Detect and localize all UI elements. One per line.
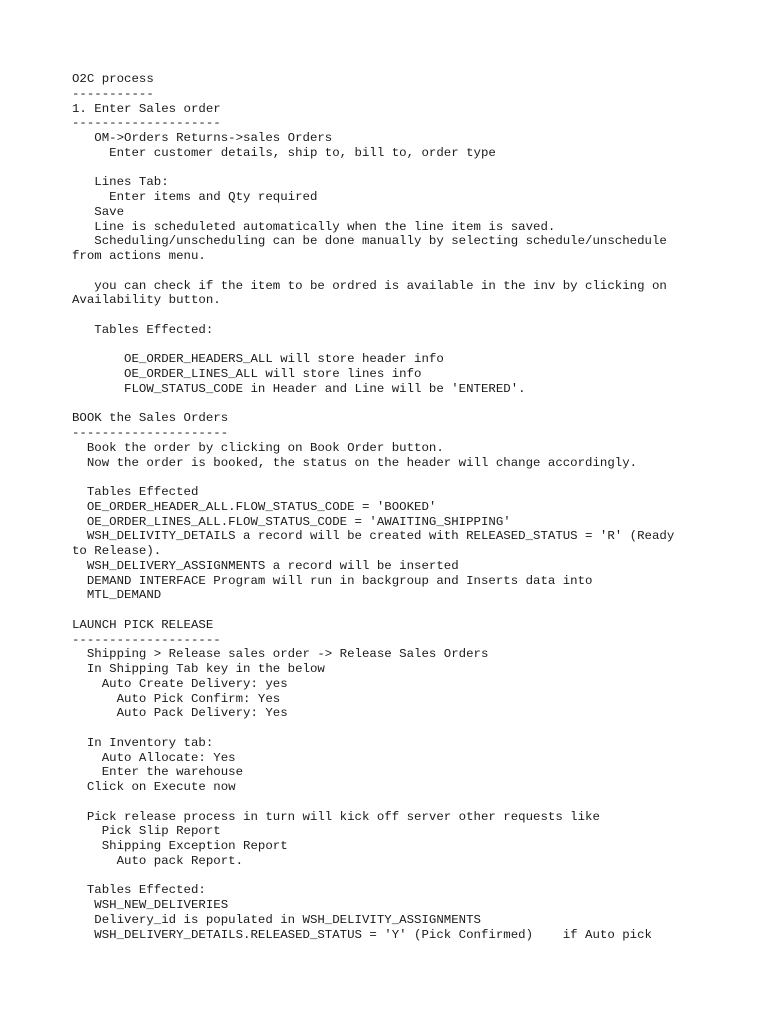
document-line: Shipping Exception Report [72, 839, 288, 853]
document-line: -------------------- [72, 116, 221, 131]
document-line: O2C process [72, 72, 154, 86]
document-line [72, 470, 674, 485]
document-line: Tables Effected [72, 485, 199, 499]
document-line: Tables Effected: [72, 883, 206, 898]
document-line: OE_ORDER_HEADER_ALL.FLOW_STATUS_CODE = 'BOOKED' [72, 499, 437, 514]
document-line: OM->Orders Returns->sales Orders [72, 131, 333, 145]
document-line: BOOK the Sales Orders [72, 411, 229, 426]
document-line: WSH_DELIVERY_DETAILS.RELEASED_STATUS = 'Y' (Pick Confirmed) if Auto pick [72, 927, 652, 942]
document-line: Auto Allocate: Yes [72, 750, 236, 765]
document-line: Lines Tab: [72, 175, 169, 190]
document-line [72, 397, 674, 412]
document-line: Now the order is booked, the status on the header will change accordingly. [72, 455, 638, 470]
document-line: Shipping > Release sales order -> Release Sales Orders [72, 647, 489, 662]
document-line: from actions menu. [72, 249, 206, 263]
document-line: WSH_DELIVERY_ASSIGNMENTS a record will be inserted [72, 558, 459, 573]
document-line [72, 264, 674, 279]
document-line [72, 338, 674, 353]
document-line: OE_ORDER_HEADERS_ALL will store header info [72, 352, 444, 367]
document-line: Auto pack Report. [72, 853, 244, 868]
document-line: Book the order by clicking on Book Order button. [72, 440, 444, 455]
document-line: Save [72, 204, 125, 219]
document-line: FLOW_STATUS_CODE in Header and Line will be 'ENTERED'. [72, 381, 526, 396]
document-line: MTL_DEMAND [72, 588, 162, 603]
document-line: Auto Pack Delivery: Yes [72, 706, 288, 721]
document-line: Scheduling/unscheduling can be done manually by selecting schedule/unschedule [72, 234, 667, 249]
document-body [72, 72, 674, 942]
document-line: ----------- [72, 86, 154, 101]
document-line: Availability button. [72, 293, 221, 308]
document-line: In Shipping Tab key in the below [72, 662, 325, 676]
document-line: Enter customer details, ship to, bill to, order type [72, 145, 496, 160]
document-line: OE_ORDER_LINES_ALL.FLOW_STATUS_CODE = 'AWAITING_SHIPPING' [72, 514, 511, 529]
document-line [72, 308, 674, 323]
document-line: Delivery_id is populated in WSH_DELIVITY_ASSIGNMENTS [72, 912, 481, 927]
document-line: Auto Create Delivery: yes [72, 676, 288, 691]
document-line: WSH_NEW_DELIVERIES [72, 898, 229, 912]
document-line: Tables Effected: [72, 322, 214, 337]
document-line: OE_ORDER_LINES_ALL will store lines info [72, 367, 422, 381]
document-line [72, 869, 674, 884]
document-line: Auto Pick Confirm: Yes [72, 691, 281, 706]
document-line: -------------------- [72, 632, 221, 647]
document-line: 1. Enter Sales order [72, 101, 221, 116]
document-line [72, 161, 674, 176]
document-line: DEMAND INTERFACE Program will run in backgroup and Inserts data into [72, 573, 593, 588]
document-line: WSH_DELIVITY_DETAILS a record will be created with RELEASED_STATUS = 'R' (Ready [72, 529, 675, 544]
document-line: you can check if the item to be ordred is available in the inv by clicking on [72, 278, 667, 293]
document-line: Pick release process in turn will kick off server other requests like [72, 809, 600, 824]
document-line: Enter the warehouse [72, 765, 244, 780]
document-line: LAUNCH PICK RELEASE [72, 617, 214, 632]
document-line: --------------------- [72, 426, 229, 440]
document-line: Enter items and Qty required [72, 190, 318, 204]
document-line: to Release). [72, 544, 162, 558]
document-line: Click on Execute now [72, 780, 236, 794]
document-line: Line is scheduleted automatically when the line item is saved. [72, 219, 556, 234]
document-line [72, 603, 674, 618]
document-line: In Inventory tab: [72, 735, 214, 750]
document-line [72, 721, 674, 736]
document-line [72, 795, 674, 810]
document-line: Pick Slip Report [72, 824, 221, 839]
